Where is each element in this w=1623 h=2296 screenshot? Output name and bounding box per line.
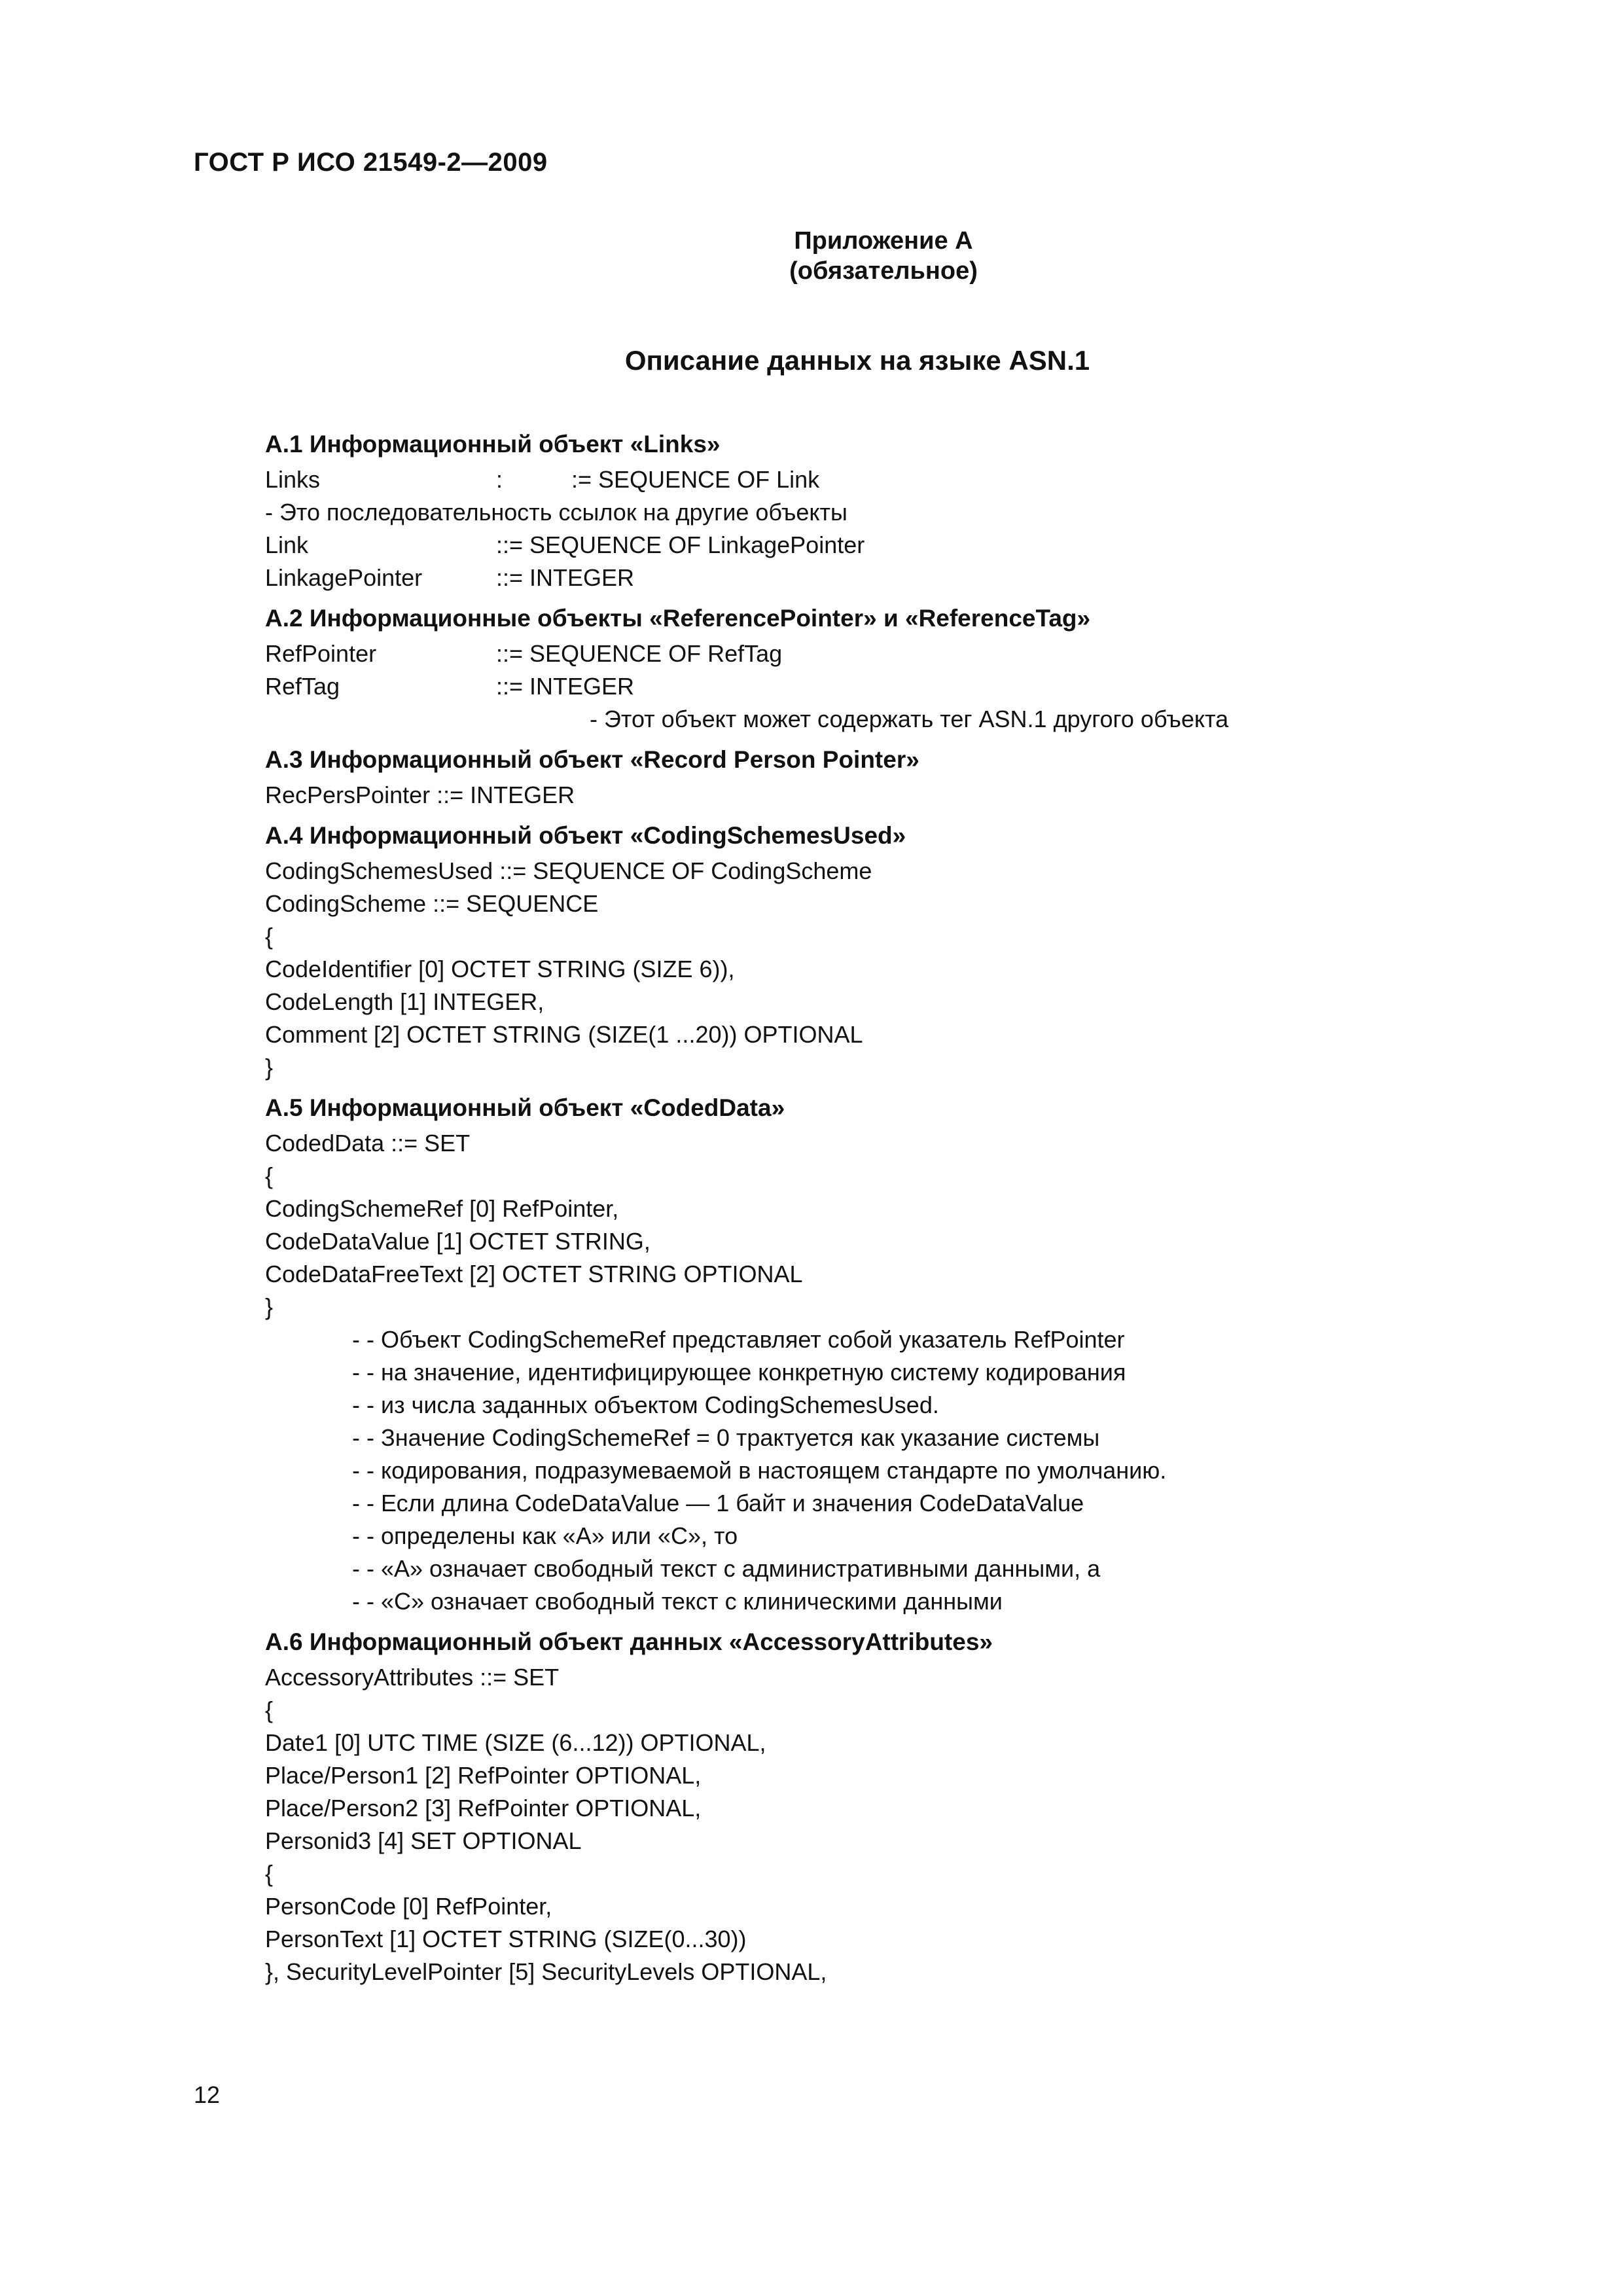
asn-line: CodingScheme ::= SEQUENCE [265,890,599,917]
asn-line: CodedData ::= SET [265,1130,471,1157]
asn-line: RecPersPointer ::= INTEGER [265,781,575,808]
asn-line: CodeDataValue [1] OCTET STRING, [265,1228,651,1255]
asn-line: CodeIdentifier [0] OCTET STRING (SIZE 6)), [265,956,735,982]
asn-line: Place/Person1 [2] RefPointer OPTIONAL, [265,1762,702,1789]
asn-line: Comment [2] OCTET STRING (SIZE(1 ...20)) OPTIONAL [265,1021,863,1048]
page-number: 12 [194,2081,221,2108]
asn-line: CodingSchemesUsed ::= SEQUENCE OF CodingScheme [265,857,872,884]
asn-line: AccessoryAttributes ::= SET [265,1664,560,1691]
asn-line: }, SecurityLevelPointer [5] SecurityLevels OPTIONAL, [265,1958,827,1985]
asn-line: Place/Person2 [3] RefPointer OPTIONAL, [265,1795,702,1821]
asn-definition: ::= SEQUENCE OF LinkagePointer [496,531,865,558]
asn-comment: - - из числа заданных объектом CodingSchemesUsed. [352,1391,939,1418]
asn-line: { [265,1860,274,1887]
asn-line: { [265,923,274,950]
section-a4-title: А.4 Информационный объект «CodingSchemesUsed» [265,822,906,849]
asn-line: CodingSchemeRef [0] RefPointer, [265,1195,619,1222]
asn-comment: - - Значение CodingSchemeRef = 0 трактуется как указание системы [352,1424,1100,1451]
asn-line: PersonText [1] OCTET STRING (SIZE(0...30)) [265,1926,747,1952]
annex-label: Приложение А [794,227,973,255]
asn-definition-links [265,463,1508,496]
asn-comment: - - на значение, идентифицирующее конкретную систему кодирования [352,1359,1126,1386]
section-a1-title: А.1 Информационный объект «Links» [265,431,721,457]
asn-comment: - - Объект CodingSchemeRef представляет собой указатель RefPointer [352,1326,1125,1353]
annex-status: (обязательное) [789,257,978,285]
asn-comment: - - Если длина CodeDataValue — 1 байт и значения CodeDataValue [352,1490,1084,1516]
asn-definition-reftag [265,670,1508,703]
asn-comment: - - «А» означает свободный текст с административными данными, а [352,1555,1101,1582]
asn-definition: ::= INTEGER [496,673,635,700]
annex-title: Описание данных на языке ASN.1 [624,345,1090,376]
section-a5-title: А.5 Информационный объект «CodedData» [265,1094,785,1121]
asn-definition: ::= SEQUENCE OF RefTag [496,640,783,667]
asn-definition: ::= INTEGER [496,564,635,591]
document-body [265,425,1508,1988]
asn-name: Links [265,466,321,493]
asn-name: LinkagePointer [265,564,423,591]
asn-note: - Этот объект может содержать тег ASN.1 другого объекта [590,706,1229,732]
asn-name: Link [265,531,309,558]
asn-line: } [265,1293,274,1320]
asn-line: } [265,1054,274,1081]
asn-line: CodeLength [1] INTEGER, [265,988,544,1015]
asn-comment: - - определены как «А» или «С», то [352,1522,738,1549]
asn-line: CodeDataFreeText [2] OCTET STRING OPTIONAL [265,1261,803,1287]
asn-line: { [265,1696,274,1723]
asn-definition-linkagepointer [265,562,1508,594]
asn-comment: - - «С» означает свободный текст с клиническими данными [352,1588,1003,1615]
asn-line: Personid3 [4] SET OPTIONAL [265,1827,582,1854]
asn-line: PersonCode [0] RefPointer, [265,1893,552,1920]
section-a6-title: А.6 Информационный объект данных «AccessoryAttributes» [265,1628,993,1655]
section-a3-title: А.3 Информационный объект «Record Person Pointer» [265,746,919,773]
asn-definition: := SEQUENCE OF Link [571,466,820,493]
asn-definition-refpointer [265,637,1508,670]
asn-line: { [265,1162,274,1189]
asn-definition-link [265,529,1508,562]
asn-separator: : [496,466,503,493]
asn-comment: - - кодирования, подразумеваемой в настоящем стандарте по умолчанию. [352,1457,1167,1484]
asn-name: RefTag [265,673,340,700]
asn-name: RefPointer [265,640,377,667]
document-code: ГОСТ Р ИСО 21549-2—2009 [194,148,548,177]
asn-comment: - Это последовательность ссылок на другие объекты [265,499,847,526]
section-a2-title: А.2 Информационные объекты «ReferencePointer» и «ReferenceTag» [265,605,1091,632]
asn-line: Date1 [0] UTC TIME (SIZE (6...12)) OPTIONAL, [265,1729,766,1756]
